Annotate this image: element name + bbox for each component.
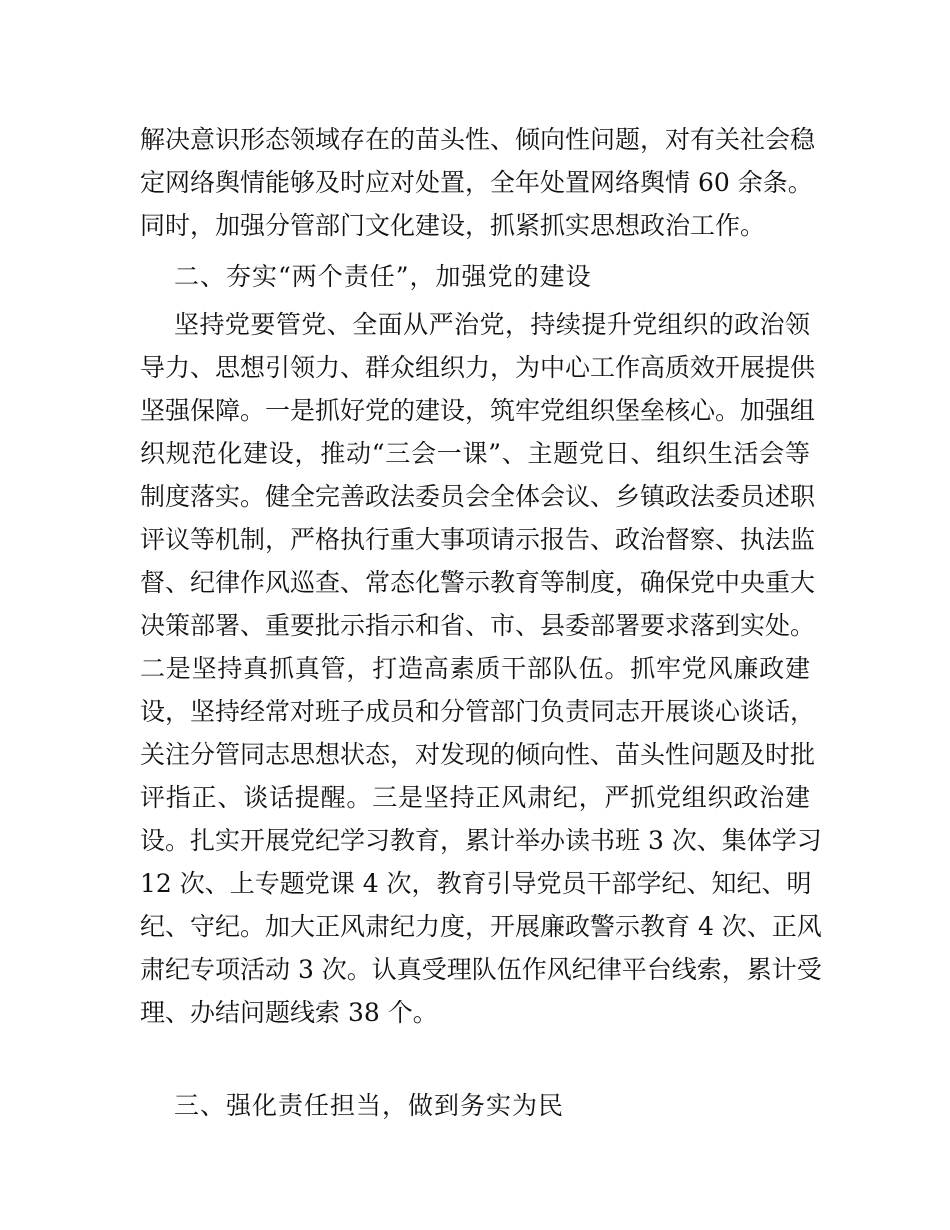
paragraph-line: 导力、思想引领力、群众组织力，为中心工作高质效开展提供 (140, 353, 816, 382)
paragraph-line: 同时，加强分管部门文化建设，抓紧抓实思想政治工作。 (140, 211, 766, 240)
paragraph-line: 决策部署、重要批示指示和省、市、县委部署要求落到实处。 (140, 611, 816, 640)
paragraph-line: 12 次、上专题党课 4 次，教育引导党员干部学纪、知纪、明 (140, 869, 812, 898)
paragraph-line: 肃纪专项活动 3 次。认真受理队伍作风纪律平台线索，累计受 (140, 955, 822, 984)
paragraph-line: 评指正、谈话提醒。三是坚持正风肃纪，严抓党组织政治建 (140, 783, 810, 812)
paragraph-line: 坚持党要管党、全面从严治党，持续提升党组织的政治领 (174, 310, 810, 339)
paragraph-line: 督、纪律作风巡查、常态化警示教育等制度，确保党中央重大 (140, 568, 816, 597)
section-heading: 三、强化责任担当，做到务实为民 (174, 1091, 565, 1120)
paragraph-line: 解决意识形态领域存在的苗头性、倾向性问题，对有关社会稳 (140, 125, 816, 154)
paragraph-line: 设。扎实开展党纪学习教育，累计举办读书班 3 次、集体学习 (140, 826, 822, 855)
paragraph-line: 织规范化建设，推动“三会一课”、主题党日、组织生活会等 (140, 439, 810, 468)
paragraph-line: 坚强保障。一是抓好党的建设，筑牢党组织堡垒核心。加强组 (140, 396, 816, 425)
paragraph-line: 定网络舆情能够及时应对处置，全年处置网络舆情 60 余条。 (140, 168, 813, 197)
paragraph-line: 评议等机制，严格执行重大事项请示报告、政治督察、执法监 (140, 525, 816, 554)
paragraph-line: 制度落实。健全完善政法委员会全体会议、乡镇政法委员述职 (140, 482, 816, 511)
section-heading: 二、夯实“两个责任”，加强党的建设 (174, 262, 592, 291)
paragraph-line: 二是坚持真抓真管，打造高素质干部队伍。抓牢党风廉政建 (140, 654, 810, 683)
paragraph-line: 关注分管同志思想状态，对发现的倾向性、苗头性问题及时批 (140, 740, 816, 769)
paragraph-line: 理、办结问题线索 38 个。 (140, 998, 438, 1027)
paragraph-line: 设，坚持经常对班子成员和分管部门负责同志开展谈心谈话， (140, 697, 816, 726)
paragraph-line: 纪、守纪。加大正风肃纪力度，开展廉政警示教育 4 次、正风 (140, 912, 822, 941)
